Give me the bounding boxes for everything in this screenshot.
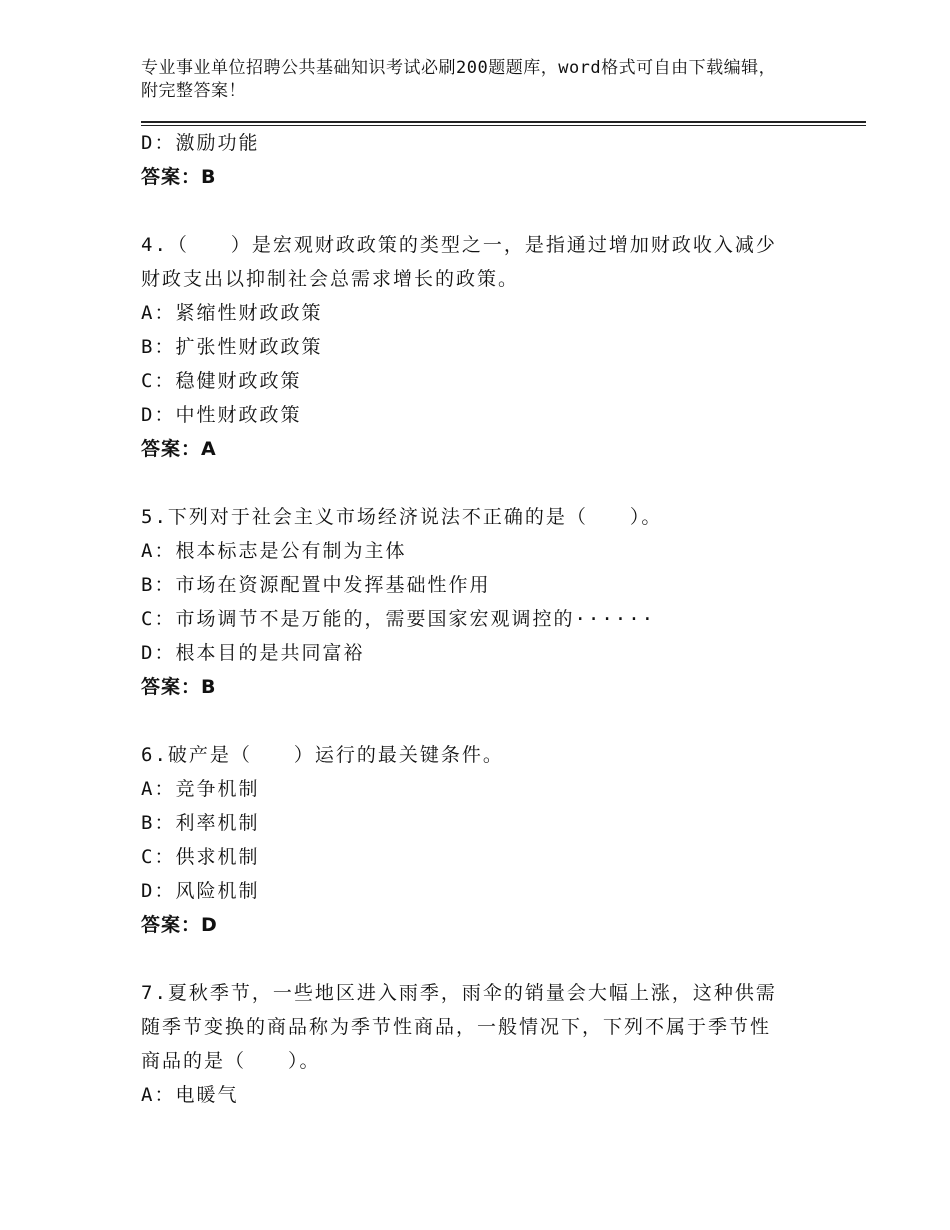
option-d: D：中性财政政策: [141, 404, 302, 426]
header-rule-thick: [141, 121, 866, 123]
option-a: A：紧缩性财政政策: [141, 302, 323, 324]
answer: 答案：B: [141, 676, 217, 698]
option-a: A：竞争机制: [141, 778, 260, 800]
answer: 答案：D: [141, 914, 218, 936]
question-7: [141, 976, 821, 1112]
option-b: B：利率机制: [141, 812, 260, 834]
option-a: A：根本标志是公有制为主体: [141, 540, 407, 562]
option-c: C：稳健财政政策: [141, 370, 302, 392]
question-stem: 7.夏秋季节，一些地区进入雨季，雨伞的销量会大幅上涨，这种供需: [141, 982, 777, 1004]
option-c: C：供求机制: [141, 846, 260, 868]
option-b: B：扩张性财政政策: [141, 336, 323, 358]
question-4: [141, 228, 821, 466]
question-6: [141, 738, 821, 942]
question-5: [141, 500, 821, 704]
answer: 答案：A: [141, 438, 217, 460]
question-content: [141, 126, 821, 1112]
answer: 答案：B: [141, 166, 217, 188]
page-header: 专业事业单位招聘公共基础知识考试必刷200题题库，word格式可自由下载编辑，附完整答案！: [141, 58, 777, 101]
option-c: C：市场调节不是万能的，需要国家宏观调控的······: [141, 608, 656, 630]
option-d: D：风险机制: [141, 880, 260, 902]
option-b: B：市场在资源配置中发挥基础性作用: [141, 574, 491, 596]
option-d: D：根本目的是共同富裕: [141, 642, 365, 664]
question-stem: 4.（ ）是宏观财政政策的类型之一，是指通过增加财政收入减少: [141, 234, 777, 256]
question-stem: 商品的是（ ）。: [141, 1050, 321, 1072]
question-stem: 财政支出以抑制社会总需求增长的政策。: [141, 268, 520, 290]
option-d: D：激励功能: [141, 132, 260, 154]
question-stem: 6.破产是（ ）运行的最关键条件。: [141, 744, 504, 766]
question-stem: 5.下列对于社会主义市场经济说法不正确的是（ ）。: [141, 506, 663, 528]
option-a: A：电暖气: [141, 1084, 239, 1106]
question-stem: 随季节变换的商品称为季节性商品，一般情况下，下列不属于季节性: [141, 1016, 772, 1038]
